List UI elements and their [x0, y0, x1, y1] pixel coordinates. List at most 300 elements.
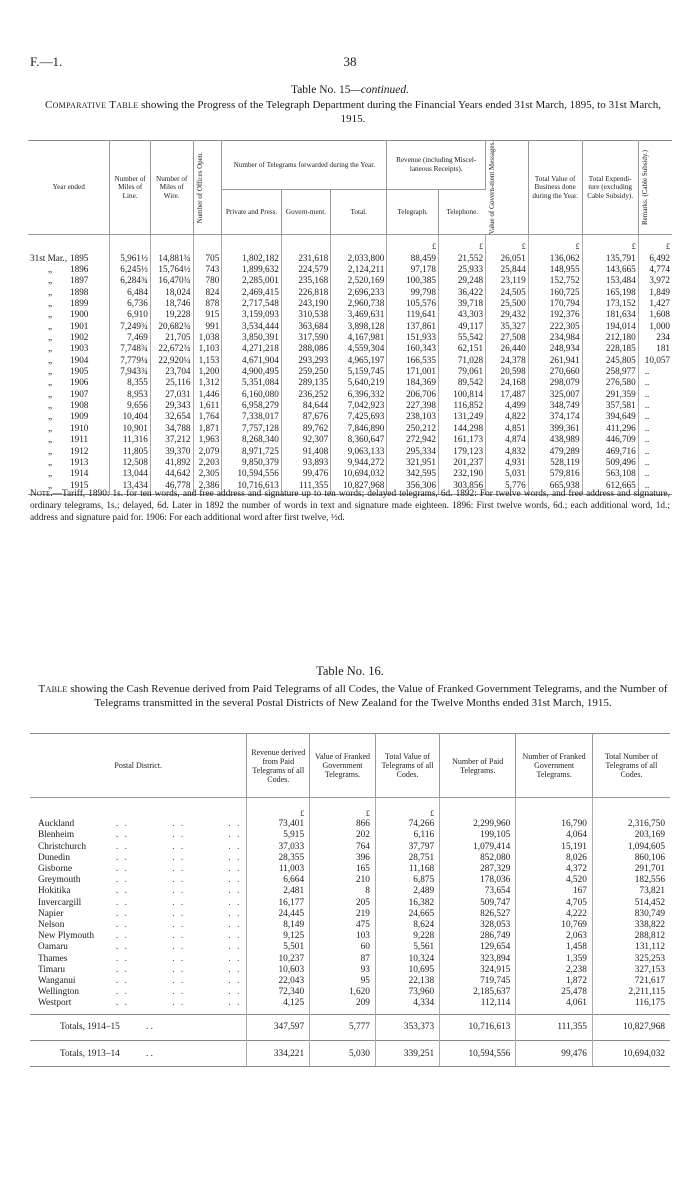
private-cell: 4,271,218: [222, 343, 281, 354]
district-name: Thames: [38, 953, 68, 964]
leader-dots: . . . . . .: [116, 830, 242, 841]
private-cell: 7,757,128: [222, 423, 281, 434]
leader-dots: . . . . . .: [116, 964, 242, 975]
district-name: Christchurch: [38, 841, 87, 852]
offices-cell: 1,103: [193, 343, 222, 354]
district-cell: [30, 819, 247, 830]
offices-cell: 1,963: [193, 434, 222, 445]
year-prefix: 31st Mar.,: [30, 252, 68, 263]
expenditure-cell: 173,152: [582, 298, 638, 309]
telegraph-cell: 88,459: [387, 253, 439, 264]
table-row: [30, 875, 670, 886]
telephone-cell: 49,117: [438, 321, 485, 332]
totals-label: Totals, 1913–14: [60, 1048, 120, 1059]
offices-cell: 1,871: [193, 423, 222, 434]
table16-caption: [33, 683, 673, 710]
revenue-cell: 347,597: [247, 1014, 310, 1040]
paid-number-cell: 10,716,613: [440, 1014, 516, 1040]
year-cell: [28, 366, 110, 377]
table-row: [28, 389, 672, 400]
total-value-cell: 22,138: [375, 976, 439, 987]
table16-title: Table No. 16.: [316, 664, 384, 678]
leader-dots: . . . . . .: [116, 942, 242, 953]
unit-cell: £: [582, 235, 638, 253]
year-value: 1906: [70, 377, 89, 388]
col-telephone-header: Telephone.: [438, 189, 485, 235]
leader-dots: . . . . . .: [116, 852, 242, 863]
government-cell: 288,086: [281, 343, 330, 354]
private-cell: 10,716,613: [222, 480, 281, 495]
year-value: 1908: [70, 400, 89, 411]
leader-dots: . . . . . .: [116, 976, 242, 987]
franked-value-cell: 219: [310, 909, 376, 920]
year-cell: [28, 253, 110, 264]
business-cell: 399,361: [528, 423, 582, 434]
private-cell: 6,160,080: [222, 389, 281, 400]
total-value-cell: 10,324: [375, 954, 439, 965]
table-row: [30, 853, 670, 864]
total-value-cell: 6,116: [375, 830, 439, 841]
table-row: [30, 942, 670, 953]
year-value: 1909: [70, 411, 89, 422]
miles-wire-cell: 14,881¾: [150, 253, 193, 264]
franked-number-cell: 4,061: [516, 998, 593, 1014]
total-number-cell: 291,701: [634, 864, 665, 875]
total-number-cell: 721,617: [634, 976, 665, 987]
total-value-cell: 8,624: [375, 920, 439, 931]
year-value: 1901: [70, 320, 89, 331]
year-value: 1911: [70, 434, 89, 445]
expenditure-cell: 181,634: [582, 309, 638, 320]
franked-value-cell: 210: [310, 875, 376, 886]
government-cell: 236,252: [281, 389, 330, 400]
miles-wire-cell: 19,228: [150, 309, 193, 320]
table-row: [30, 819, 670, 830]
private-cell: 5,351,084: [222, 377, 281, 388]
franked-number-cell: 2,063: [516, 931, 593, 942]
business-cell: 160,725: [528, 287, 582, 298]
franked-value-cell: 93: [310, 965, 376, 976]
revenue-cell: 28,355: [247, 853, 310, 864]
leader-dots: . . . . . .: [116, 819, 242, 830]
miles-wire-cell: 39,370: [150, 446, 193, 457]
expenditure-cell: 143,665: [582, 264, 638, 275]
district-cell: [30, 898, 247, 909]
district-name: Nelson: [38, 920, 65, 931]
telegraph-cell: 105,576: [387, 298, 439, 309]
revenue-cell: 5,915: [247, 830, 310, 841]
year-prefix: „: [48, 422, 53, 433]
table-row: [28, 309, 672, 320]
district-name: Wellington: [38, 987, 80, 998]
telegraph-cell: 100,385: [387, 275, 439, 286]
year-prefix: „: [48, 309, 53, 320]
district-name: Timaru: [38, 964, 66, 975]
government-cell: 224,579: [281, 264, 330, 275]
year-value: 1905: [70, 366, 89, 377]
government-cell: 259,250: [281, 366, 330, 377]
total-cell: 10,827,968: [331, 480, 387, 495]
district-cell: [30, 942, 247, 953]
franked-number-cell: 15,191: [516, 842, 593, 853]
table16-caption-lead: Table: [38, 683, 68, 695]
table15-caption-lead: Comparative Table: [44, 99, 139, 111]
telephone-cell: 43,303: [438, 309, 485, 320]
year-value: 1907: [70, 388, 89, 399]
private-cell: 3,850,391: [222, 332, 281, 343]
total-value-cell: 74,266: [375, 819, 439, 830]
table-row: [28, 275, 672, 286]
revenue-cell: 72,340: [247, 987, 310, 998]
franked-value-cell: 8: [310, 886, 376, 897]
year-cell: [28, 275, 110, 286]
revenue-cell: 4,125: [247, 998, 310, 1014]
year-prefix: „: [48, 366, 53, 377]
offices-cell: 743: [193, 264, 222, 275]
govt-messages-cell: 35,327: [486, 321, 529, 332]
total-number-cell: 1,094,605: [627, 841, 665, 852]
telegraph-cell: 272,942: [387, 434, 439, 445]
offices-cell: 824: [193, 287, 222, 298]
year-cell: [28, 355, 110, 366]
col-expenditure-header: Total Expendi-ture (excluding Cable Subsidy).: [582, 141, 638, 235]
total-number-cell: 182,556: [634, 875, 665, 886]
paid-number-cell: 509,747: [440, 898, 516, 909]
year-prefix: „: [48, 456, 53, 467]
unit-cell: £: [310, 798, 376, 820]
franked-value-cell: 60: [310, 942, 376, 953]
year-value: 1898: [70, 286, 89, 297]
total-cell: 2,124,211: [331, 264, 387, 275]
tariff-note: [30, 488, 670, 524]
government-cell: 87,676: [281, 411, 330, 422]
total-number-cell: 10,827,968: [592, 1014, 670, 1040]
table15-title-suffix: —continued.: [350, 84, 409, 96]
remarks-cell: ..: [644, 456, 650, 467]
total-cell: 4,965,197: [331, 355, 387, 366]
revenue-cell: 73,401: [247, 819, 310, 830]
total-value-cell: 24,665: [375, 909, 439, 920]
total-number-cell: 327,153: [634, 964, 665, 975]
telephone-cell: 201,237: [438, 457, 485, 468]
year-cell: [28, 468, 110, 479]
year-cell: [28, 264, 110, 275]
total-value-cell: 6,875: [375, 875, 439, 886]
paid-number-cell: 10,594,556: [440, 1040, 516, 1066]
year-prefix: „: [48, 298, 53, 309]
offices-cell: 2,203: [193, 457, 222, 468]
business-cell: 438,989: [528, 434, 582, 445]
private-cell: 7,338,017: [222, 411, 281, 422]
total-value-cell: 11,168: [375, 864, 439, 875]
offices-cell: 705: [193, 253, 222, 264]
remarks-cell: 1,849: [649, 286, 670, 297]
remarks-cell: ..: [644, 434, 650, 445]
business-cell: 192,376: [528, 309, 582, 320]
year-cell: [28, 377, 110, 388]
business-cell: 579,816: [528, 468, 582, 479]
year-prefix: „: [48, 275, 53, 286]
leader-dots: . . . . . .: [116, 931, 242, 942]
telegraph-cell: 151,933: [387, 332, 439, 343]
miles-line-cell: 10,901: [110, 423, 150, 434]
business-cell: 248,934: [528, 343, 582, 354]
district-name: Blenheim: [38, 830, 75, 841]
table-row: [30, 886, 670, 897]
district-name: Wanganui: [38, 976, 76, 987]
year-value: 1913: [70, 456, 89, 467]
total-number-cell: 325,253: [634, 953, 665, 964]
franked-number-cell: 167: [516, 886, 593, 897]
miles-wire-cell: 18,746: [150, 298, 193, 309]
miles-wire-cell: 44,642: [150, 468, 193, 479]
expenditure-cell: 509,496: [582, 457, 638, 468]
year-prefix: „: [48, 400, 53, 411]
unit-cell: £: [375, 798, 439, 820]
revenue-cell: 16,177: [247, 898, 310, 909]
offices-cell: 1,312: [193, 377, 222, 388]
total-value-cell: 5,561: [375, 942, 439, 953]
miles-line-cell: 7,469: [110, 332, 150, 343]
year-value: 1903: [70, 343, 89, 354]
offices-cell: 1,153: [193, 355, 222, 366]
total-cell: 10,694,032: [331, 468, 387, 479]
telephone-cell: 144,298: [438, 423, 485, 434]
year-value: 1895: [70, 252, 89, 263]
miles-wire-cell: 15,764½: [150, 264, 193, 275]
private-cell: 4,671,904: [222, 355, 281, 366]
col-paid-number-header: Number of Paid Telegrams.: [440, 734, 516, 798]
expenditure-cell: 228,185: [582, 343, 638, 354]
table-row: [28, 355, 672, 366]
col-year-header: Year ended: [28, 141, 110, 235]
private-cell: 1,899,632: [222, 264, 281, 275]
offices-cell: 915: [193, 309, 222, 320]
total-number-cell: 203,169: [634, 830, 665, 841]
leader-dots: . . . . . .: [116, 908, 242, 919]
govt-messages-cell: 26,051: [486, 253, 529, 264]
col-district-header: Postal District.: [30, 734, 247, 798]
year-cell: [28, 434, 110, 445]
telegraph-cell: 356,306: [387, 480, 439, 495]
expenditure-cell: 245,805: [582, 355, 638, 366]
paid-number-cell: 324,915: [440, 965, 516, 976]
telegraph-cell: 238,103: [387, 411, 439, 422]
year-cell: [28, 321, 110, 332]
unit-cell: £: [666, 242, 670, 252]
leader-dots: . . . . . .: [116, 875, 242, 886]
district-cell: [30, 954, 247, 965]
business-cell: 665,938: [528, 480, 582, 495]
page-number: 38: [343, 54, 357, 69]
telephone-cell: 89,542: [438, 377, 485, 388]
district-name: Auckland: [38, 819, 75, 830]
table-row: [30, 998, 670, 1014]
remarks-cell: ..: [638, 480, 672, 495]
totals-label: Totals, 1914–15: [60, 1021, 120, 1032]
col-offices-label: Number of Offices Open.: [195, 151, 204, 224]
year-cell: [28, 446, 110, 457]
private-cell: 6,958,279: [222, 400, 281, 411]
business-cell: 479,289: [528, 446, 582, 457]
total-cell: 2,960,738: [331, 298, 387, 309]
district-cell: [30, 998, 247, 1014]
year-cell: [28, 298, 110, 309]
franked-number-cell: 111,355: [516, 1014, 593, 1040]
government-cell: 235,168: [281, 275, 330, 286]
private-cell: 8,268,340: [222, 434, 281, 445]
telegraph-cell: 171,001: [387, 366, 439, 377]
expenditure-cell: 563,108: [582, 468, 638, 479]
telegraph-cell: 206,706: [387, 389, 439, 400]
miles-line-cell: 12,508: [110, 457, 150, 468]
government-cell: 293,293: [281, 355, 330, 366]
miles-wire-cell: 32,654: [150, 411, 193, 422]
miles-wire-cell: 20,682¾: [150, 321, 193, 332]
offices-cell: 2,305: [193, 468, 222, 479]
telephone-cell: 116,852: [438, 400, 485, 411]
miles-line-cell: 7,748¾: [110, 343, 150, 354]
telegraph-cell: 250,212: [387, 423, 439, 434]
table-row: [28, 434, 672, 445]
leader-dots: . . . . . .: [116, 953, 242, 964]
franked-value-cell: 103: [310, 931, 376, 942]
total-cell: 6,396,332: [331, 389, 387, 400]
col-business-header: Total Value of Business done during the Year.: [528, 141, 582, 235]
year-prefix: „: [48, 264, 53, 274]
telephone-cell: 55,542: [438, 332, 485, 343]
district-cell: [30, 830, 247, 841]
franked-number-cell: 25,478: [516, 987, 593, 998]
total-number-cell: 2,211,115: [628, 987, 665, 998]
total-number-cell: 288,812: [634, 931, 665, 942]
note-text: —Tariff, 1890: 1s. for ten words, and free address and signature up to ten words; delayed telegrams, 6d. 1892: For twelve words, and free address and signature, ordinary telegrams, 1s.; delayed, 6d. Later in 1892 the number of words in text and signature made eighteen. 1896: First twelve words, 6d.; each additional word, 1d.; address and signature paid for. 1906: For each additional word after first twelve, ½d.: [30, 489, 670, 523]
miles-line-cell: 7,943¾: [110, 366, 150, 377]
government-cell: 317,590: [281, 332, 330, 343]
total-cell: 9,063,133: [331, 446, 387, 457]
leader-dots: . . . . . .: [116, 864, 242, 875]
offices-cell: 2,386: [193, 480, 222, 495]
remarks-cell: ..: [644, 400, 650, 411]
govt-messages-cell: 4,499: [486, 400, 529, 411]
total-cell: 7,042,923: [331, 400, 387, 411]
remarks-cell: ..: [644, 468, 650, 479]
total-value-cell: 16,382: [375, 898, 439, 909]
note-lead: Note.: [30, 489, 53, 499]
leader-dots: . . . . . .: [116, 987, 242, 998]
govt-messages-cell: 26,440: [486, 343, 529, 354]
table15-title: [0, 84, 700, 96]
business-cell: 270,660: [528, 366, 582, 377]
revenue-cell: 37,033: [247, 842, 310, 853]
franked-value-cell: 87: [310, 954, 376, 965]
telegraph-cell: 342,595: [387, 468, 439, 479]
government-cell: 99,476: [281, 468, 330, 479]
revenue-cell: 9,125: [247, 931, 310, 942]
remarks-cell: 234: [656, 332, 670, 343]
unit-row: [28, 235, 672, 253]
private-cell: 1,802,182: [222, 253, 281, 264]
expenditure-cell: 291,359: [582, 389, 638, 400]
year-prefix: „: [48, 320, 53, 331]
govt-messages-cell: 24,168: [486, 377, 529, 388]
col-total-header: Total.: [331, 189, 387, 235]
remarks-cell: ..: [644, 445, 650, 456]
government-cell: 89,762: [281, 423, 330, 434]
government-cell: 93,893: [281, 457, 330, 468]
miles-line-cell: 7,249¾: [110, 321, 150, 332]
col-private-header: Private and Press.: [222, 189, 281, 235]
col-govt-messages-label: Value of Govern-ment Messages.: [488, 141, 497, 235]
total-cell: 8,360,647: [331, 434, 387, 445]
totals-row: [30, 1040, 670, 1066]
franked-number-cell: 16,790: [516, 819, 593, 830]
offices-cell: 2,079: [193, 446, 222, 457]
total-cell: 3,469,631: [331, 309, 387, 320]
govt-messages-cell: 5,031: [486, 468, 529, 479]
telegraph-cell: 137,861: [387, 321, 439, 332]
business-cell: 325,007: [528, 389, 582, 400]
telegraph-cell: 321,951: [387, 457, 439, 468]
total-number-cell: 830,749: [634, 908, 665, 919]
franked-value-cell: 5,777: [310, 1014, 376, 1040]
franked-number-cell: 1,359: [516, 954, 593, 965]
remarks-cell: 10,057: [644, 354, 670, 365]
paid-number-cell: 323,894: [440, 954, 516, 965]
leader-dots: . . . . . .: [116, 897, 242, 908]
offices-cell: 1,446: [193, 389, 222, 400]
revenue-cell: 2,481: [247, 886, 310, 897]
government-cell: 111,355: [281, 480, 330, 495]
remarks-cell: ..: [644, 422, 650, 433]
telegraph-cell: 227,398: [387, 400, 439, 411]
paid-number-cell: 73,654: [440, 886, 516, 897]
year-value: 1896: [70, 264, 89, 274]
table16-body: [30, 798, 670, 1067]
govt-messages-cell: 5,776: [486, 480, 529, 495]
district-cell: [30, 886, 247, 897]
total-cell: 2,520,169: [331, 275, 387, 286]
govt-messages-cell: 25,844: [486, 264, 529, 275]
district-name: Dunedin: [38, 852, 71, 863]
leader-dots: . . . . . .: [116, 998, 242, 1009]
total-value-cell: 37,797: [375, 842, 439, 853]
table-row: [28, 423, 672, 434]
business-cell: 152,752: [528, 275, 582, 286]
unit-row: [30, 798, 670, 820]
total-number-cell: 116,175: [635, 998, 665, 1009]
district-cell: [30, 909, 247, 920]
miles-line-cell: 11,805: [110, 446, 150, 457]
col-miles-wire-header: Number of Miles of Wire.: [150, 141, 193, 235]
paid-number-cell: 2,299,960: [440, 819, 516, 830]
remarks-cell: 3,972: [649, 275, 670, 286]
paid-number-cell: 1,079,414: [440, 842, 516, 853]
district-name: Napier: [38, 908, 64, 919]
year-cell: [28, 400, 110, 411]
miles-line-cell: 6,284¾: [110, 275, 150, 286]
paid-number-cell: 178,036: [440, 875, 516, 886]
expenditure-cell: 446,709: [582, 434, 638, 445]
miles-line-cell: 13,044: [110, 468, 150, 479]
franked-value-cell: 1,620: [310, 987, 376, 998]
telegraph-cell: 184,369: [387, 377, 439, 388]
year-value: 1900: [70, 309, 89, 320]
table16-caption-text: showing the Cash Revenue derived from Paid Telegrams of all Codes, the Value of Franked Government Telegrams, and the Number of Telegrams transmitted in the several Postal Districts of New Zealand for the Twelve Months ended 31st March, 1915.: [70, 683, 668, 709]
miles-wire-cell: 34,788: [150, 423, 193, 434]
franked-value-cell: 396: [310, 853, 376, 864]
total-value-cell: 339,251: [375, 1040, 439, 1066]
